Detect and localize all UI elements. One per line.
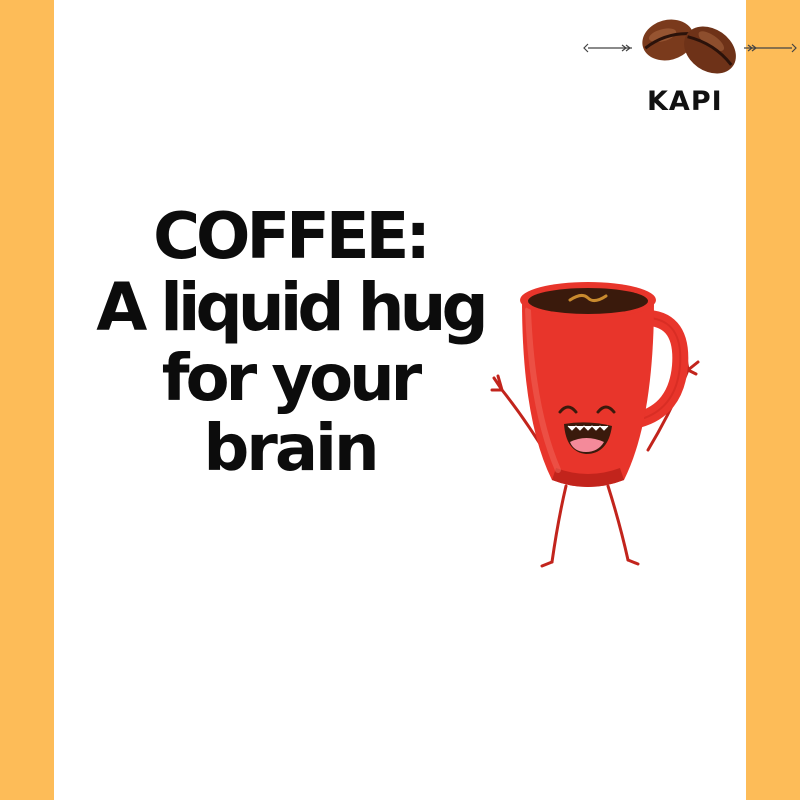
headline-line-2: A liquid hug <box>96 269 484 346</box>
left-color-band <box>0 0 54 800</box>
headline <box>80 200 500 486</box>
right-color-band <box>746 0 800 800</box>
brand-name: KAPI <box>647 86 723 117</box>
mug-illustration <box>488 270 708 584</box>
headline-line-4: brain <box>203 412 377 486</box>
happy-coffee-mug-icon <box>488 270 708 580</box>
coffee-beans-icon <box>582 10 800 90</box>
headline-line-1: COFFEE: <box>153 200 427 274</box>
headline-line-3: for your <box>161 342 419 416</box>
